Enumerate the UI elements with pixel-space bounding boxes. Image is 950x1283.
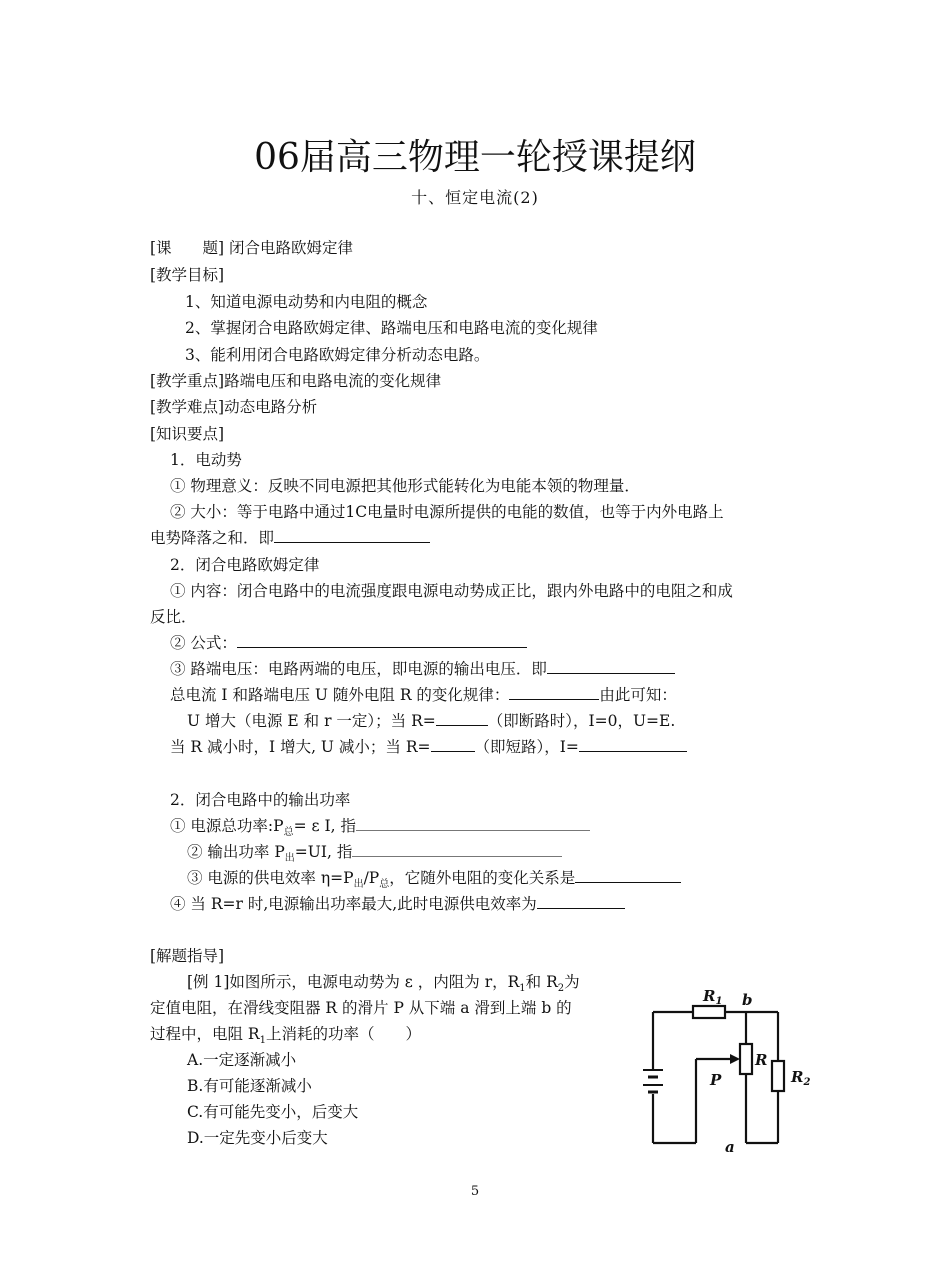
answer-blank: [356, 816, 590, 831]
answer-blank: [352, 842, 562, 857]
subscript: 2: [557, 983, 565, 995]
subscript: 出: [284, 853, 295, 865]
answer-blank: [436, 711, 488, 726]
page-number: 5: [470, 1184, 480, 1199]
topic-text: 闭合电路欧姆定律: [229, 239, 354, 257]
answer-blank: [431, 737, 475, 752]
sec3-heading: 2．闭合电路中的输出功率: [170, 791, 351, 809]
answer-blank: [547, 659, 675, 674]
law-tail: 由此可知：: [599, 686, 677, 704]
subscript: 总: [379, 879, 390, 891]
example-text: [例 1]如图所示，电源电动势为 ε ，内阻为 r，R: [187, 973, 520, 991]
law-text: 总电流 I 和路端电压 U 随外电阻 R 的变化规律：: [170, 686, 510, 704]
answer-blank: [509, 685, 599, 700]
output-power-text: ② 输出功率 P: [187, 843, 285, 861]
example-text: 过程中，电阻 R: [150, 1025, 260, 1043]
goals-label: [教学目标]: [150, 266, 225, 284]
subscript: 1: [519, 983, 526, 995]
sec2-item2: [170, 633, 527, 653]
max-power-text: ④ 当 R=r 时,电源输出功率最大,此时电源供电效率为: [170, 895, 537, 913]
goal-item: 3、能利用闭合电路欧姆定律分析动态电路。: [185, 346, 490, 364]
sec1-heading: 1．电动势: [170, 451, 242, 469]
goal-item: 2、掌握闭合电路欧姆定律、路端电压和电路电流的变化规律: [185, 319, 598, 337]
case2-text-a: 当 R 减小时，I 增大, U 减小；当 R=: [170, 738, 431, 756]
example-line3: [150, 1024, 421, 1051]
sec3-item3: [187, 868, 681, 895]
r2-label: $R_2$: [791, 1068, 811, 1088]
option-c: C.有可能先变小，后变大: [187, 1103, 359, 1121]
case2-text-b: （即短路），I=: [474, 738, 579, 756]
slider-arrow: [730, 1054, 740, 1064]
sec2-item1-line2: 反比．: [150, 608, 197, 626]
answer-blank: [575, 868, 681, 883]
output-power-text-b: =UI, 指: [294, 843, 353, 861]
node-a-label: a: [725, 1138, 735, 1156]
efficiency-text-b: ，它随外电阻的变化关系是: [389, 869, 576, 887]
terminal-voltage-text: ③ 路端电压：电路两端的电压，即电源的输出电压．即: [170, 660, 547, 678]
subscript: 总: [283, 827, 294, 839]
topic-line: [150, 238, 353, 258]
document-subtitle: 十、恒定电流(2): [411, 188, 539, 207]
rheostat-label: R: [755, 1051, 768, 1069]
total-power-text: ① 电源总功率:P: [170, 817, 284, 835]
subscript: 1: [259, 1035, 266, 1047]
subscript: 出: [353, 879, 364, 891]
option-b: B.有可能逐渐减小: [187, 1077, 312, 1095]
sec2-heading: 2．闭合电路欧姆定律: [170, 556, 320, 574]
option-d: D.一定先变小后变大: [187, 1129, 328, 1147]
sec3-item4: [170, 894, 625, 914]
efficiency-text: ③ 电源的供电效率 η=P: [187, 869, 354, 887]
r1-label: $R_1$: [703, 987, 723, 1007]
case1-text-b: （即断路时），I=0，U=E.: [487, 712, 676, 730]
answer-blank: [237, 633, 527, 648]
slider-p-label: P: [710, 1071, 722, 1089]
example-text-b: 上消耗的功率（ ）: [265, 1025, 421, 1043]
sec2-case2: [170, 737, 687, 757]
total-power-text-b: = ε I, 指: [293, 817, 356, 835]
case1-text-a: U 增大（电源 E 和 r 一定）；当 R=: [187, 712, 436, 730]
formula-label: ② 公式：: [170, 634, 237, 652]
sec1-item2-text: 电势降落之和．即: [150, 529, 275, 547]
example-line1: [187, 972, 580, 999]
efficiency-mid: /P: [363, 869, 380, 887]
answer-blank: [274, 528, 430, 543]
knowledge-label: [知识要点]: [150, 425, 225, 443]
key-point: [教学重点]路端电压和电路电流的变化规律: [150, 372, 442, 390]
sec3-item2: [187, 842, 562, 869]
sec1-item2-line1: ② 大小：等于电路中通过1C电量时电源所提供的电能的数值，也等于内外电路上: [170, 503, 724, 521]
sec2-law: [170, 685, 677, 705]
sec3-item1: [170, 816, 590, 843]
example-text-end: 为: [564, 973, 580, 991]
node-b-label: b: [742, 991, 753, 1009]
sec2-case1: [187, 711, 675, 731]
sec2-item3: [170, 659, 675, 679]
goal-item: 1、知道电源电动势和内电阻的概念: [185, 293, 428, 311]
option-a: A.一定逐渐减小: [187, 1051, 297, 1069]
answer-blank: [579, 737, 687, 752]
circuit-diagram: [628, 982, 828, 1157]
document-title: 06届高三物理一轮授课提纲: [254, 137, 696, 178]
answer-blank: [537, 894, 625, 909]
sec1-item1: ① 物理意义：反映不同电源把其他形式能转化为电能本领的物理量．: [170, 477, 640, 495]
guide-label: [解题指导]: [150, 947, 225, 965]
sec1-item2-line2: [150, 528, 430, 548]
sec2-item1-line1: ① 内容：闭合电路中的电流强度跟电源电动势成正比，跟内外电路中的电阻之和成: [170, 582, 733, 600]
example-text-mid: 和 R: [525, 973, 558, 991]
topic-label: [课 题]: [150, 239, 225, 257]
example-line2: 定值电阻，在滑线变阻器 R 的滑片 P 从下端 a 滑到上端 b 的: [150, 999, 572, 1017]
difficulty: [教学难点]动态电路分析: [150, 398, 318, 416]
